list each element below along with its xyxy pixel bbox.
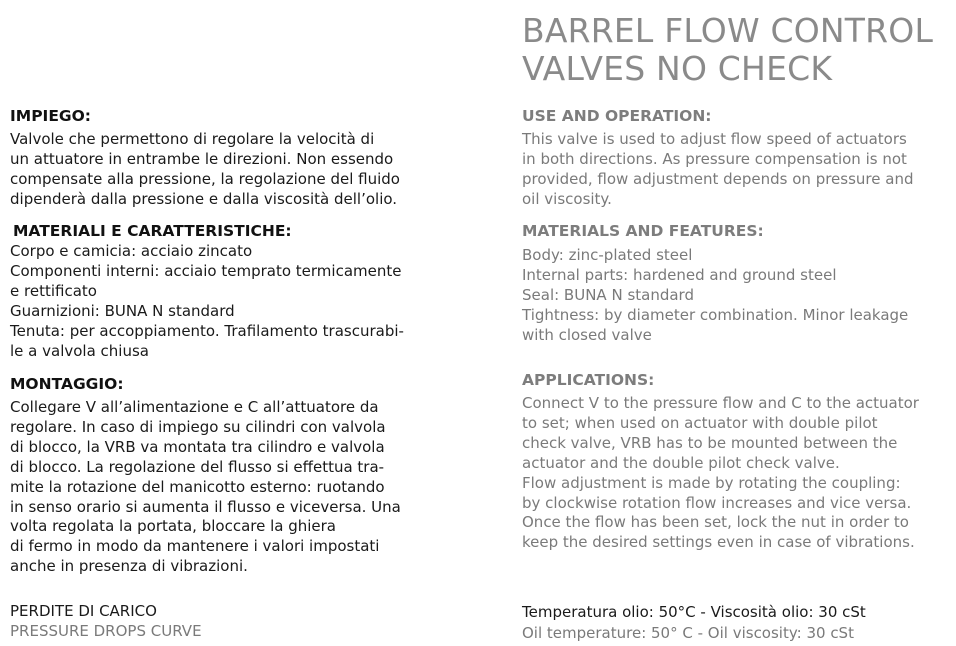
- text-line: oil viscosity.: [522, 189, 612, 208]
- perdite-text: PERDITE DI CARICO: [10, 602, 157, 620]
- text-line: Corpo e camicia: acciaio zincato: [10, 242, 253, 260]
- materials-heading: MATERIALS AND FEATURES:: [522, 222, 764, 240]
- use-text: [522, 130, 913, 210]
- materials-text: [522, 246, 908, 346]
- title-line: VALVES NO CHECK: [522, 49, 833, 88]
- text-line: Valvole che permettono di regolare la velocità di: [10, 130, 375, 148]
- text-line: in senso orario si aumenta il flusso e viceversa. Una: [10, 497, 401, 516]
- text-line: Internal parts: hardened and ground steel: [522, 265, 837, 284]
- text-line: in both directions. As pressure compensation is not: [522, 149, 907, 168]
- text-line: check valve, VRB has to be mounted between the: [522, 433, 898, 452]
- oil-temperature: [522, 624, 854, 644]
- text-line: This valve is used to adjust flow speed of actuators: [522, 130, 907, 148]
- pressure-drops-label: [10, 622, 202, 642]
- text-line: Componenti interni: acciaio temprato termicamente: [10, 261, 402, 280]
- text-line: Once the flow has been set, lock the nut in order to: [522, 513, 909, 532]
- montaggio-heading: MONTAGGIO:: [10, 375, 124, 393]
- text-line: Tightness: by diameter combination. Minor leakage: [522, 305, 909, 324]
- text-line: keep the desired settings even in case of vibrations.: [522, 533, 915, 552]
- page-title: [522, 12, 952, 88]
- title-line: BARREL FLOW CONTROL: [522, 11, 934, 50]
- text-line: volta regolata la portata, bloccare la ghiera: [10, 517, 337, 536]
- materiali-text: [10, 242, 404, 361]
- text-line: di blocco. La regolazione del flusso si effettua tra-: [10, 457, 385, 476]
- materiali-heading: MATERIALI E CARATTERISTICHE:: [13, 222, 292, 240]
- use-heading: USE AND OPERATION:: [522, 107, 712, 125]
- text-line: compensate alla pressione, la regolazione del fluido: [10, 169, 400, 188]
- impiego-text: [10, 130, 400, 210]
- temperatura-text: Temperatura olio: 50°C - Viscosità olio: 30 cSt: [522, 603, 866, 621]
- text-line: provided, flow adjustment depends on pressure and: [522, 169, 914, 188]
- text-line: Seal: BUNA N standard: [522, 285, 694, 304]
- applications-heading: APPLICATIONS:: [522, 371, 655, 389]
- text-line: Guarnizioni: BUNA N standard: [10, 301, 235, 320]
- text-line: actuator and the double pilot check valve.: [522, 453, 840, 472]
- text-line: Tenuta: per accoppiamento. Trafilamento trascurabi-: [10, 321, 404, 340]
- text-line: Collegare V all’alimentazione e C all’attuatore da: [10, 398, 379, 416]
- temperatura-olio: [522, 603, 866, 623]
- perdite-di-carico-label: [10, 602, 157, 622]
- text-line: Flow adjustment is made by rotating the coupling:: [522, 473, 901, 492]
- text-line: di fermo in modo da mantenere i valori impostati: [10, 537, 380, 556]
- text-line: anche in presenza di vibrazioni.: [10, 557, 248, 576]
- text-line: regolare. In caso di impiego su cilindri con valvola: [10, 417, 386, 436]
- text-line: with closed valve: [522, 325, 652, 344]
- text-line: to set; when used on actuator with double pilot: [522, 413, 878, 432]
- text-line: un attuatore in entrambe le direzioni. Non essendo: [10, 149, 394, 168]
- text-line: by clockwise rotation flow increases and vice versa.: [522, 493, 912, 512]
- text-line: dipenderà dalla pressione e dalla viscosità dell’olio.: [10, 189, 398, 208]
- text-line: Connect V to the pressure flow and C to the actuator: [522, 394, 919, 412]
- impiego-heading: IMPIEGO:: [10, 107, 92, 125]
- text-line: mite la rotazione del manicotto esterno: ruotando: [10, 477, 385, 496]
- temperature-text: Oil temperature: 50° C - Oil viscosity: 30 cSt: [522, 624, 854, 642]
- montaggio-text: [10, 398, 401, 577]
- pressure-drops-text: PRESSURE DROPS CURVE: [10, 622, 202, 640]
- text-line: Body: zinc-plated steel: [522, 246, 693, 264]
- applications-text: [522, 394, 919, 553]
- text-line: di blocco, la VRB va montata tra cilindro e valvola: [10, 437, 385, 456]
- text-line: le a valvola chiusa: [10, 341, 149, 360]
- text-line: e rettificato: [10, 281, 97, 300]
